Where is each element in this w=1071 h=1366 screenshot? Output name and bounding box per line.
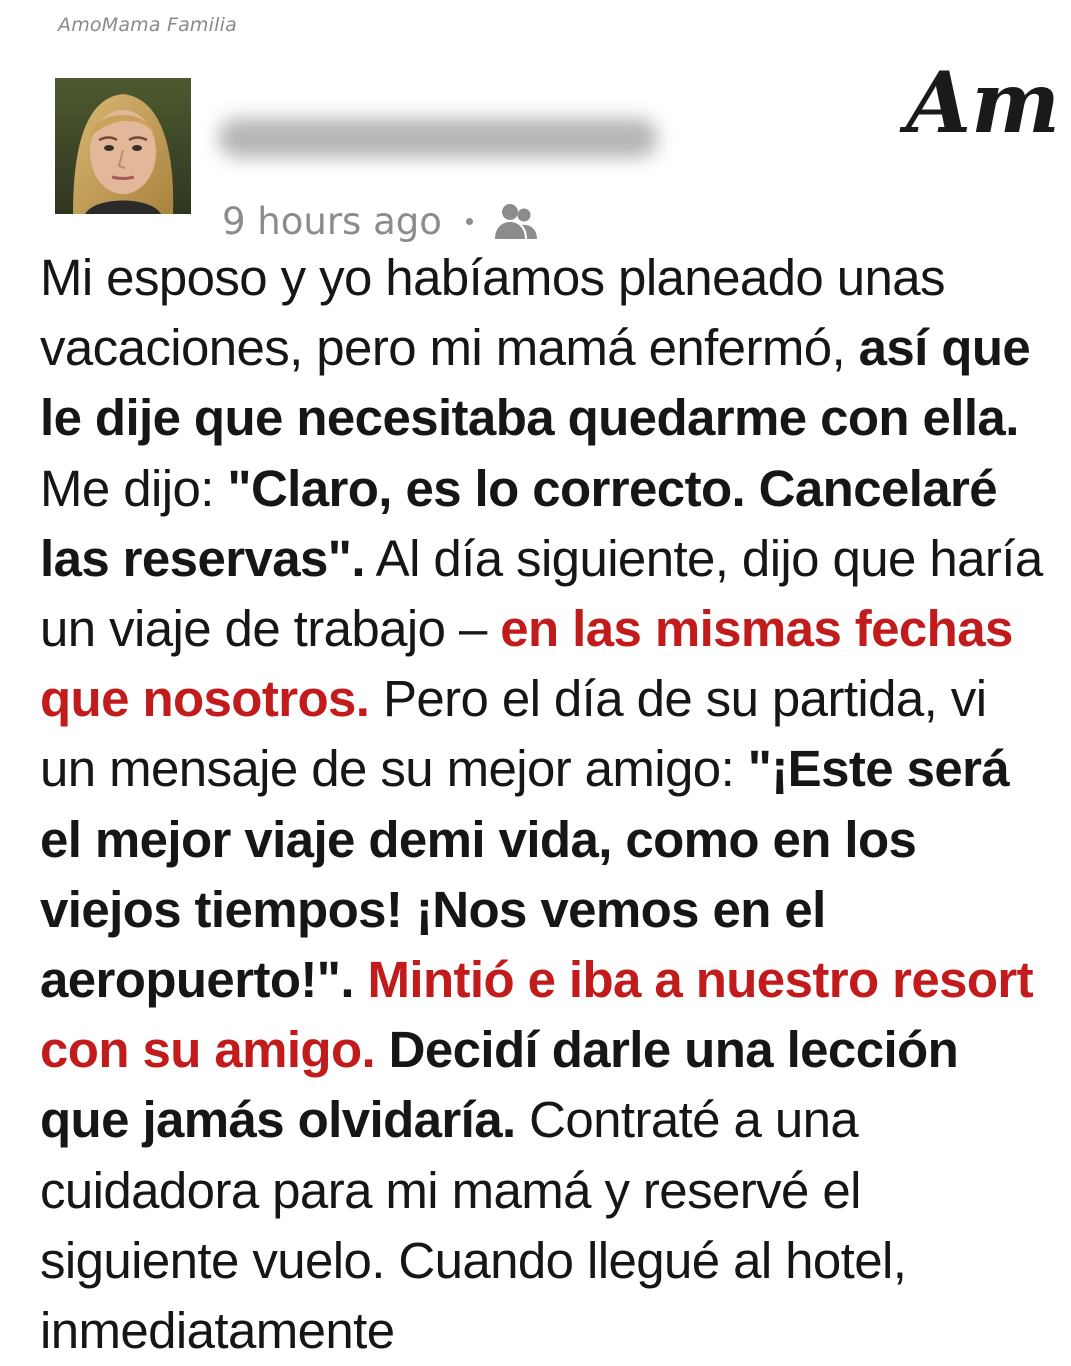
body-text: Me dijo:: [40, 459, 228, 517]
emphasis-text: "¡Este será el mejor viaje demi vida, como en los viejos tiempos! ¡Nos vemos en el aeropuerto!".: [40, 740, 1010, 1009]
blurred-username: [218, 118, 658, 158]
friends-icon[interactable]: [493, 201, 539, 241]
separator-dot: [466, 218, 473, 225]
post-body: [40, 243, 1050, 1366]
body-text: Contraté a una cuidadora para mi mamá y reservé el siguiente vuelo. Cuando llegué al hotel, inmediatamente: [40, 1091, 907, 1360]
body-text: [354, 951, 368, 1008]
brand-label: AmoMama Familia: [58, 14, 237, 36]
emphasis-text: "Claro, es lo correcto. Cancelaré las reservas".: [40, 459, 998, 587]
highlight-text: en las mismas fechas que nosotros.: [40, 600, 1013, 728]
amomama-logo: [902, 50, 1061, 152]
avatar-image: [55, 78, 191, 214]
avatar[interactable]: [55, 78, 191, 214]
post-meta: [222, 196, 539, 246]
logo-text: Am: [906, 53, 1061, 152]
timestamp[interactable]: 9 hours ago: [222, 199, 442, 243]
emphasis-text: Decidí darle una lección que jamás olvidaría.: [40, 1021, 959, 1149]
body-text: Mi esposo y yo habíamos planeado unas vacaciones, pero mi mamá enfermó,: [40, 249, 945, 377]
body-text: Pero el día de su partida, vi un mensaje de su mejor amigo:: [40, 670, 987, 798]
body-text: Al día siguiente, dijo que haría un viaje de trabajo –: [40, 529, 1043, 658]
body-text: [375, 1021, 389, 1078]
highlight-text: Mintió e iba a nuestro resort con su amigo.: [40, 951, 1034, 1079]
emphasis-text: así que le dije que necesitaba quedarme con ella.: [40, 319, 1031, 447]
